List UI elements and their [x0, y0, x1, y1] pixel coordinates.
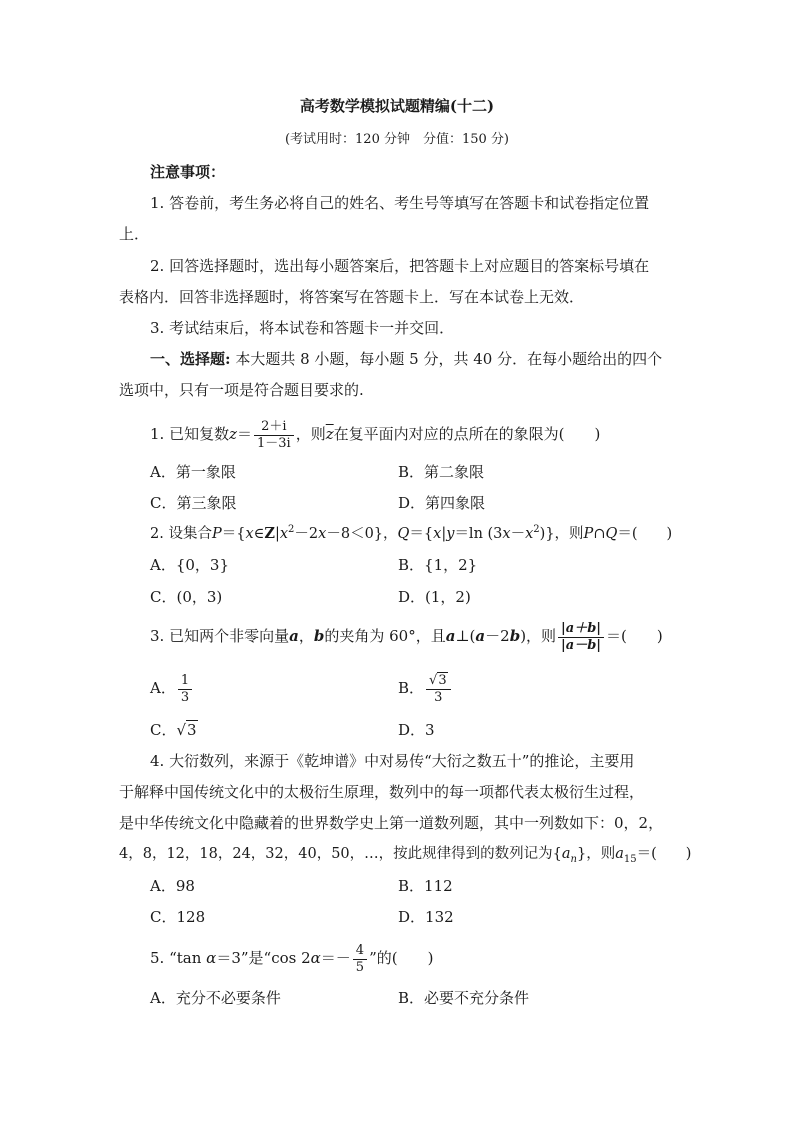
q3-option-d: D．3: [398, 721, 435, 739]
question-4-line-1: 4. 大衍数列，来源于《乾坤谱》中对易传“大衍之数五十”的推论，主要用: [150, 752, 635, 770]
q3-option-a-fraction: [178, 673, 192, 706]
q5-numerator: 4: [353, 943, 367, 960]
q3-vector-a: a: [289, 627, 299, 645]
q3-option-b-label: B．: [398, 679, 425, 697]
q2-x-1: x: [245, 526, 254, 542]
question-4-line-4: [119, 844, 691, 864]
q4-term-index: 15: [623, 853, 637, 865]
notice-heading: 注意事项：: [150, 163, 226, 181]
section-label: 一、选择题:: [150, 350, 231, 368]
q4-text-c: ＝( ): [636, 846, 692, 862]
q2-set-q: Q: [397, 526, 410, 542]
q3-option-a: [150, 670, 194, 706]
q2-text-g: ＝{: [409, 526, 434, 542]
q5-denominator: 5: [355, 959, 365, 975]
q4-seq-n: n: [570, 853, 577, 865]
q2-text-m: ＝( ): [617, 526, 673, 542]
q2-text-f: －8＜0}，: [326, 526, 398, 542]
section-description: 本大题共 8 小题，每小题 5 分，共 40 分．在每小题给出的四个: [235, 350, 663, 368]
q1-denominator: 1－3i: [257, 435, 291, 451]
q5-text-a: 5. “tan: [150, 949, 202, 967]
q2-text-i: ＝ln (3: [454, 526, 503, 542]
q3-comma: ，: [298, 627, 314, 645]
q2-text-j: －: [510, 526, 526, 542]
q4-text-a: 4，8，12，18，24，32，40，50，…，按此规律得到的数列记为{: [119, 846, 562, 862]
q5-option-b: B．必要不充分条件: [398, 989, 530, 1007]
q3-minus-2: －2: [485, 627, 510, 645]
section-heading-cont: 选项中，只有一项是符合题目要求的.: [119, 381, 364, 399]
q3-vector-b: b: [313, 627, 325, 645]
q1-prefix: 1. 已知复数: [150, 425, 230, 443]
q2-text-c: ∈: [253, 526, 265, 542]
page-title: 高考数学模拟试题精编(十二): [299, 97, 495, 115]
q2-option-b: B．{1，2}: [398, 556, 478, 574]
notice-item-3: 3. 考试结束后，将本试卷和答题卡一并交回．: [150, 319, 455, 337]
q1-option-a: A．第一象限: [150, 463, 236, 481]
q3-vector-a-2: a: [445, 627, 456, 645]
q2-integers: Z: [264, 525, 275, 542]
q2-set-p: P: [211, 526, 222, 542]
q3-option-b: [398, 670, 453, 706]
q5-text-c: ＝－: [320, 949, 351, 967]
q2-x-6: x: [525, 526, 534, 542]
q3-option-c-radicand: 3: [187, 721, 197, 739]
notice-item-1: 1. 答卷前，考生务必将自己的姓名、考生号等填写在答题卡和试卷指定位置: [150, 194, 650, 212]
q2-x-4: x: [433, 526, 442, 542]
q4-option-d: D．132: [398, 908, 454, 926]
q4-term-a: a: [615, 846, 624, 862]
q4-text-b: }，则: [577, 846, 616, 862]
q5-text-d: ”的( ): [369, 949, 434, 967]
notice-item-2-cont: 表格内．回答非选择题时，将答案写在答题卡上．写在本试卷上无效．: [119, 288, 585, 306]
q2-text-l: ∩: [593, 526, 606, 542]
section-heading: [150, 349, 662, 369]
q3-perp: ⊥(: [455, 627, 476, 645]
q5-alpha-1: α: [206, 949, 217, 967]
q2-text-d: |: [274, 526, 280, 542]
q1-option-d: D．第四象限: [398, 494, 486, 512]
q3-option-b-fraction: [426, 673, 451, 706]
q3-option-a-label: A．: [150, 679, 176, 697]
q3-option-b-radicand: 3: [438, 672, 447, 688]
q3-option-c: [150, 720, 198, 740]
q5-option-a: A．充分不必要条件: [150, 989, 281, 1007]
q2-set-q-2: Q: [605, 526, 618, 542]
question-5: [150, 940, 433, 976]
question-1: [150, 416, 600, 452]
q2-text-b: ＝{: [221, 526, 246, 542]
q1-suffix-2: 在复平面内对应的点所在的象限为( ): [333, 425, 601, 443]
q4-seq-a: a: [561, 846, 571, 862]
question-3: [150, 618, 663, 654]
q3-vector-a-3: a: [475, 627, 486, 645]
q3-fraction: [558, 621, 604, 654]
q3-vector-b-2: b: [509, 627, 521, 645]
q5-text-b: ＝3”是“cos 2: [216, 949, 311, 967]
q2-option-a: A．{0，3}: [150, 556, 230, 574]
q3-text-b: 的夹角为 60°，且: [324, 627, 446, 645]
q1-option-b: B．第二象限: [398, 463, 485, 481]
q2-set-p-2: P: [583, 526, 594, 542]
q1-option-c: C．第三象限: [150, 494, 237, 512]
q3-option-c-sqrt: √3: [176, 721, 197, 739]
q3-option-a-den: 3: [180, 689, 190, 705]
q2-y: y: [446, 526, 455, 542]
q3-text-a: 3. 已知两个非零向量: [150, 627, 290, 645]
q2-x-2: x: [279, 526, 289, 542]
q1-numerator: 2＋i: [254, 419, 294, 436]
q3-option-b-num: √3: [426, 673, 451, 690]
q2-text-k: )}，则: [539, 526, 584, 542]
question-4-line-3: 是中华传统文化中隐藏着的世界数学史上第一道数列题，其中一列数如下：0，2，: [119, 814, 664, 832]
q3-numerator: |a＋b|: [558, 621, 604, 638]
q3-option-a-num: 1: [178, 673, 192, 690]
q1-suffix: ，则: [295, 425, 326, 443]
q2-text-h: |: [441, 526, 447, 542]
q3-text-d: ＝( ): [606, 627, 663, 645]
exam-info: (考试用时：120 分钟 分值：150 分): [284, 132, 510, 147]
notice-item-2: 2. 回答选择题时，选出每小题答案后，把答题卡上对应题目的答案标号填在: [150, 257, 650, 275]
q5-fraction: [353, 943, 367, 976]
q3-option-c-label: C．: [150, 721, 177, 739]
q5-alpha-2: α: [310, 949, 321, 967]
q1-zbar: $\overline{z}$: [325, 425, 334, 443]
q2-text-a: 2. 设集合: [150, 526, 212, 542]
question-2: 2. 设集合$P=\{x\in Z|x^2-2x-8<0\}$，Q＝{x|y＝ln $(3x-x^2)$}，则P∩Q＝( ): [150, 524, 673, 542]
q2-text-e: －2: [294, 526, 319, 542]
notice-item-1-cont: 上．: [119, 225, 150, 243]
q3-denominator: |a－b|: [561, 637, 602, 653]
question-4-line-2: 于解释中国传统文化中的太极衍生原理，数列中的每一项都代表太极衍生过程，: [119, 783, 645, 801]
q4-option-b: B．112: [398, 877, 453, 895]
q1-eq: ＝: [237, 425, 253, 443]
q1-fraction: [254, 419, 294, 452]
q2-x-3: x: [318, 526, 327, 542]
q4-option-c: C．128: [150, 908, 206, 926]
q1-var: z: [229, 425, 237, 443]
q2-option-c: C．(0，3): [150, 588, 223, 606]
q4-option-a: A．98: [150, 877, 195, 895]
q2-x-5: x: [502, 526, 511, 542]
q2-option-d: D．(1，2): [398, 588, 471, 606]
q3-option-b-den: 3: [434, 689, 443, 705]
q3-text-c: )，则: [520, 627, 557, 645]
